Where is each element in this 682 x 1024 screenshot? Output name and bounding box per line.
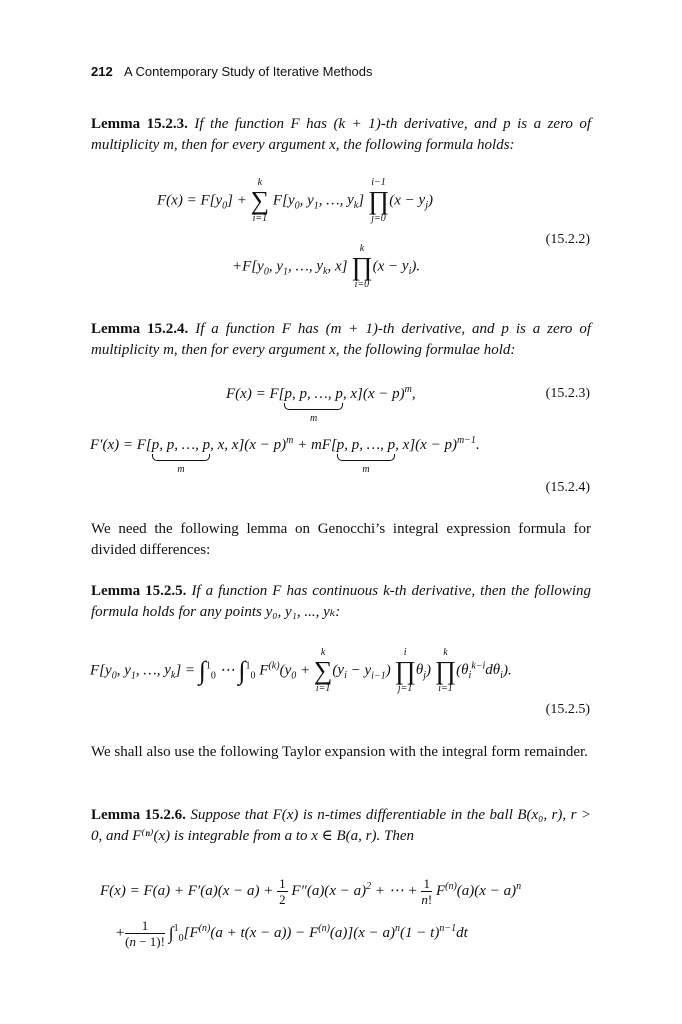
running-title: A Contemporary Study of Iterative Methods [123,64,373,79]
lemma-heading: Lemma 15.2.5. [91,583,187,599]
equation-15-2-3: F(x) = F[p, p, …, p m , $x](x - p)^m$, [226,384,416,424]
equation-15-2-4: F′(x) = F[p, p, …, p m , x, $x](x - p)^m + mF[p$, p, …, p m , $x](x - p)^{m-1}$. [90,435,480,475]
lemma-text: Suppose that F(x) is n-times differentiable in the ball B(x₀, r), r > 0, and F⁽ⁿ⁾(x) is integrable from a to x ∈ B(a, r). Then [91,807,592,844]
lemma-15-2-5-statement [91,581,591,623]
lemma-heading: Lemma 15.2.4. [91,321,189,337]
lemma-heading: Lemma 15.2.6. [91,807,186,823]
equation-15-2-5: $F[y_0$, $y_1$, …, $y_k] = \int^1_0$ ⋯ ∫$^1_0$ $F^{(k)}(y_0$ + k ∑ i=1 $(y_i - y_{i-1})$ i ∏ j=1 $\theta_j$) k ∏ i=1 $(\theta_i^{k-i}d\theta_i)$. [90,647,512,694]
lemma-text: If a function F has (m + 1)-th derivative, and p is a zero of multiplicity m, then for every argument x, the following formulae hold: [91,321,591,358]
lemma-15-2-4-statement [91,319,591,361]
running-header [91,64,373,80]
lemma-text: If a function F has continuous k-th derivative, then the following formula holds for any points y₀, y₁, ..., yₖ: [91,583,592,620]
lemma-text: If the function F has (k + 1)-th derivative, and p is a zero of multiplicity m, then for every argument x, the following formula holds: [91,116,592,153]
taylor-expansion-line1: F(x) = F(a) + F′(a)(x − a) + $\frac{1}{2}$ $F''(a)(x - a)^2$ + ⋯ + $\frac{1}{n!}$ $F^{(n)}(a)(x - a)^n$ [100,876,522,907]
taylor-intro: We shall also use the following Taylor expansion with the integral form remainder. [91,744,588,760]
page-number: 212 [91,64,113,79]
lemma-15-2-3-statement [91,114,591,156]
equation-number: (15.2.3) [545,386,590,401]
equation-15-2-2-line1: $F(x) = F[y_0]$ + k ∑ i=1 $F[y_0$, $y_1$, …, $y_k$] i−1 ∏ j=0 $(x - y_j)$ [157,177,433,224]
lemma-heading: Lemma 15.2.3. [91,116,188,132]
equation-number: (15.2.2) [545,232,590,247]
equation-15-2-2-line2: $+F[y_0$, $y_1$, …, $y_k$, x] k ∏ i=0 $(x - y_i)$. [232,243,421,290]
equation-number: (15.2.4) [545,480,590,495]
taylor-expansion-remainder: + $\frac{1}{(n - 1)!}$ $\int^1_0[F^{(n)}(a + t(x - a)) - F^{(n)}(a)](x - a)^n(1 - t)^{n-1}dt$ [115,918,468,949]
equation-number: (15.2.5) [545,702,590,717]
genocchi-intro: We need the following lemma on Genocchi’s integral expression formula for divided differences: [91,521,591,558]
lemma-15-2-6-statement [91,805,591,847]
